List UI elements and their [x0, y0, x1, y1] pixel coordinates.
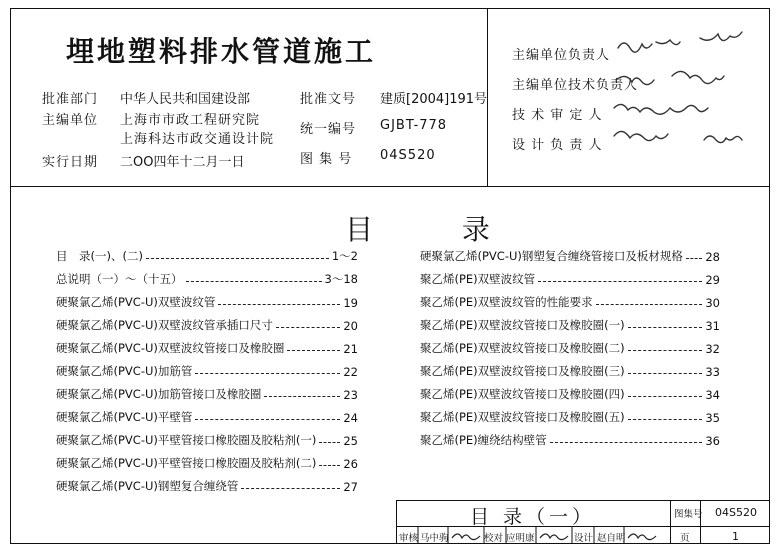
toc-leader	[319, 442, 340, 443]
toc-leader	[628, 350, 703, 351]
toc-leader	[628, 327, 703, 328]
toc-leader	[628, 396, 703, 397]
toc-entry-page: 31	[705, 319, 720, 333]
toc-entry-text: 硬聚氯乙烯(PVC-U)钢塑复合缠绕管	[56, 479, 239, 493]
toc-entry-page: 1～2	[331, 249, 358, 263]
toc-entry-text: 硬聚氯乙烯(PVC-U)平壁管	[56, 410, 193, 424]
page-value: 1	[732, 530, 739, 543]
editor-value-2: 上海科达市政交通设计院	[120, 132, 275, 147]
toc-leader	[319, 465, 340, 466]
toc-leader	[186, 281, 322, 282]
toc-entry	[56, 317, 358, 333]
toc-entry-text: 总说明（一）～（十五）	[56, 272, 183, 286]
toc-entry-page: 22	[343, 365, 358, 379]
check-label: 校对	[484, 533, 504, 544]
toc-entry	[420, 363, 720, 379]
header-divider	[487, 8, 488, 186]
toc-leader	[195, 419, 340, 420]
handwritten-signatures	[612, 28, 762, 168]
toc-leader	[276, 327, 340, 328]
toc-entry	[420, 317, 720, 333]
toc-leader	[287, 350, 340, 351]
unified-no-value: GJBT-778	[380, 118, 448, 133]
page-label: 页	[680, 533, 690, 544]
design-name: 赵自明	[597, 533, 626, 544]
resp-line-3: 技 术 审 定 人	[512, 108, 603, 123]
toc-entry-page: 29	[705, 273, 720, 287]
toc-entry-page: 34	[705, 388, 720, 402]
toc-entry	[56, 432, 358, 448]
toc-entry-text: 目 录(一)、(二)	[56, 249, 143, 263]
toc-leader	[686, 258, 702, 259]
toc-entry-text: 硬聚氯乙烯(PVC-U)双壁波纹管承插口尺寸	[56, 318, 273, 332]
toc-entry-page: 27	[343, 480, 358, 494]
toc-entry	[420, 294, 720, 310]
resp-line-4: 设 计 负 责 人	[512, 138, 603, 153]
review-name: 马中驹	[420, 533, 449, 544]
toc-entry-text: 聚乙烯(PE)双壁波纹管接口及橡胶圈(四)	[420, 387, 625, 401]
toc-entry-page: 28	[705, 250, 720, 264]
toc-entry-page: 23	[343, 388, 358, 402]
approval-no-label: 批准文号	[300, 92, 357, 107]
check-name: 应明康	[506, 533, 535, 544]
toc-leader	[596, 304, 703, 305]
toc-entry-text: 硬聚氯乙烯(PVC-U)平壁管接口橡胶圈及胶粘剂(一)	[56, 433, 317, 447]
review-signature	[452, 534, 480, 540]
review-label: 审核	[399, 533, 419, 544]
toc-entry	[420, 340, 720, 356]
toc-entry-page: 30	[705, 296, 720, 310]
toc-leader	[550, 442, 703, 443]
approval-dept-value: 中华人民共和国建设部	[120, 92, 251, 107]
toc-entry-text: 聚乙烯(PE)缠绕结构壁管	[420, 433, 547, 447]
toc-entry-text: 硬聚氯乙烯(PVC-U)加筋管接口及橡胶圈	[56, 387, 262, 401]
toc-title: 目 录	[345, 213, 530, 246]
toc-entry	[56, 294, 358, 310]
toc-entry	[56, 271, 358, 287]
toc-leader	[264, 396, 340, 397]
signature-2b	[672, 71, 724, 83]
toc-entry-text: 硬聚氯乙烯(PVC-U)加筋管	[56, 364, 193, 378]
toc-leader	[218, 304, 340, 305]
toc-entry	[420, 432, 720, 448]
toc-entry-text: 聚乙烯(PE)双壁波纹管接口及橡胶圈(二)	[420, 341, 625, 355]
toc-entry	[420, 271, 720, 287]
toc-entry-page: 25	[343, 434, 358, 448]
toc-entry	[420, 386, 720, 402]
toc-entry-text: 硬聚氯乙烯(PVC-U)平壁管接口橡胶圈及胶粘剂(二)	[56, 456, 317, 470]
editor-label: 主编单位	[42, 113, 99, 128]
toc-leader	[146, 258, 329, 259]
toc-entry-page: 36	[705, 434, 720, 448]
toc-entry-text: 聚乙烯(PE)双壁波纹管接口及橡胶圈(五)	[420, 410, 625, 424]
toc-entry	[56, 386, 358, 402]
toc-entry	[56, 409, 358, 425]
atlas-label: 图集号	[674, 509, 703, 520]
check-signature	[540, 534, 568, 540]
sheet-title: 目 录（一）	[470, 506, 596, 528]
toc-entry	[56, 248, 358, 264]
toc-entry-text: 聚乙烯(PE)双壁波纹管接口及橡胶圈(一)	[420, 318, 625, 332]
atlas-no-value: 04S520	[380, 148, 436, 163]
toc-entry-text: 聚乙烯(PE)双壁波纹管	[420, 272, 536, 286]
toc-entry-page: 26	[343, 457, 358, 471]
toc-entry-text: 聚乙烯(PE)双壁波纹管的性能要求	[420, 295, 593, 309]
toc-leader	[628, 373, 703, 374]
toc-leader	[241, 488, 340, 489]
toc-entry-text: 硬聚氯乙烯(PVC-U)双壁波纹管	[56, 295, 216, 309]
toc-entry-page: 35	[705, 411, 720, 425]
design-signature	[628, 534, 656, 540]
toc-entry-page: 24	[343, 411, 358, 425]
toc-entry-page: 32	[705, 342, 720, 356]
toc-entry-page: 21	[343, 342, 358, 356]
title-block-sign-row	[396, 526, 670, 544]
toc-entry	[56, 363, 358, 379]
toc-entry-page: 3～18	[324, 272, 358, 286]
toc-entry	[420, 409, 720, 425]
signature-2a	[616, 76, 654, 84]
toc-entry-page: 20	[343, 319, 358, 333]
approval-no-value: 建质[2004]191号	[380, 92, 488, 107]
resp-line-2: 主编单位技术负责人	[512, 78, 639, 93]
atlas-value: 04S520	[715, 506, 757, 519]
signature-1a	[618, 40, 680, 52]
toc-entry	[56, 455, 358, 471]
toc-entry-text: 硬聚氯乙烯(PVC-U)钢塑复合缠绕管接口及板材规格	[420, 249, 683, 263]
date-value: 二OO四年十二月一日	[120, 155, 245, 170]
toc-entry-page: 33	[705, 365, 720, 379]
toc-entry	[56, 340, 358, 356]
toc-leader	[538, 281, 702, 282]
document-title: 埋地塑料排水管道施工	[66, 35, 377, 68]
toc-entry	[56, 478, 358, 494]
title-block-col-rule-1	[670, 500, 671, 544]
editor-value-1: 上海市市政工程研究院	[120, 113, 261, 128]
resp-line-1: 主编单位负责人	[512, 48, 611, 63]
toc-entry	[420, 248, 720, 264]
approval-dept-label: 批准部门	[42, 92, 99, 107]
atlas-no-label: 图 集 号	[300, 152, 353, 167]
toc-leader	[628, 419, 703, 420]
toc-entry-text: 硬聚氯乙烯(PVC-U)双壁波纹管接口及橡胶圈	[56, 341, 285, 355]
date-label: 实行日期	[42, 155, 99, 170]
signature-4b	[704, 136, 742, 143]
toc-entry-page: 19	[343, 296, 358, 310]
header-rule	[10, 186, 770, 187]
signature-1b	[700, 32, 742, 41]
signature-3	[614, 104, 708, 114]
signature-4a	[614, 131, 668, 140]
unified-no-label: 统一编号	[300, 122, 357, 137]
design-label: 设计	[574, 533, 594, 544]
toc-leader	[195, 373, 340, 374]
toc-entry-text: 聚乙烯(PE)双壁波纹管接口及橡胶圈(三)	[420, 364, 625, 378]
